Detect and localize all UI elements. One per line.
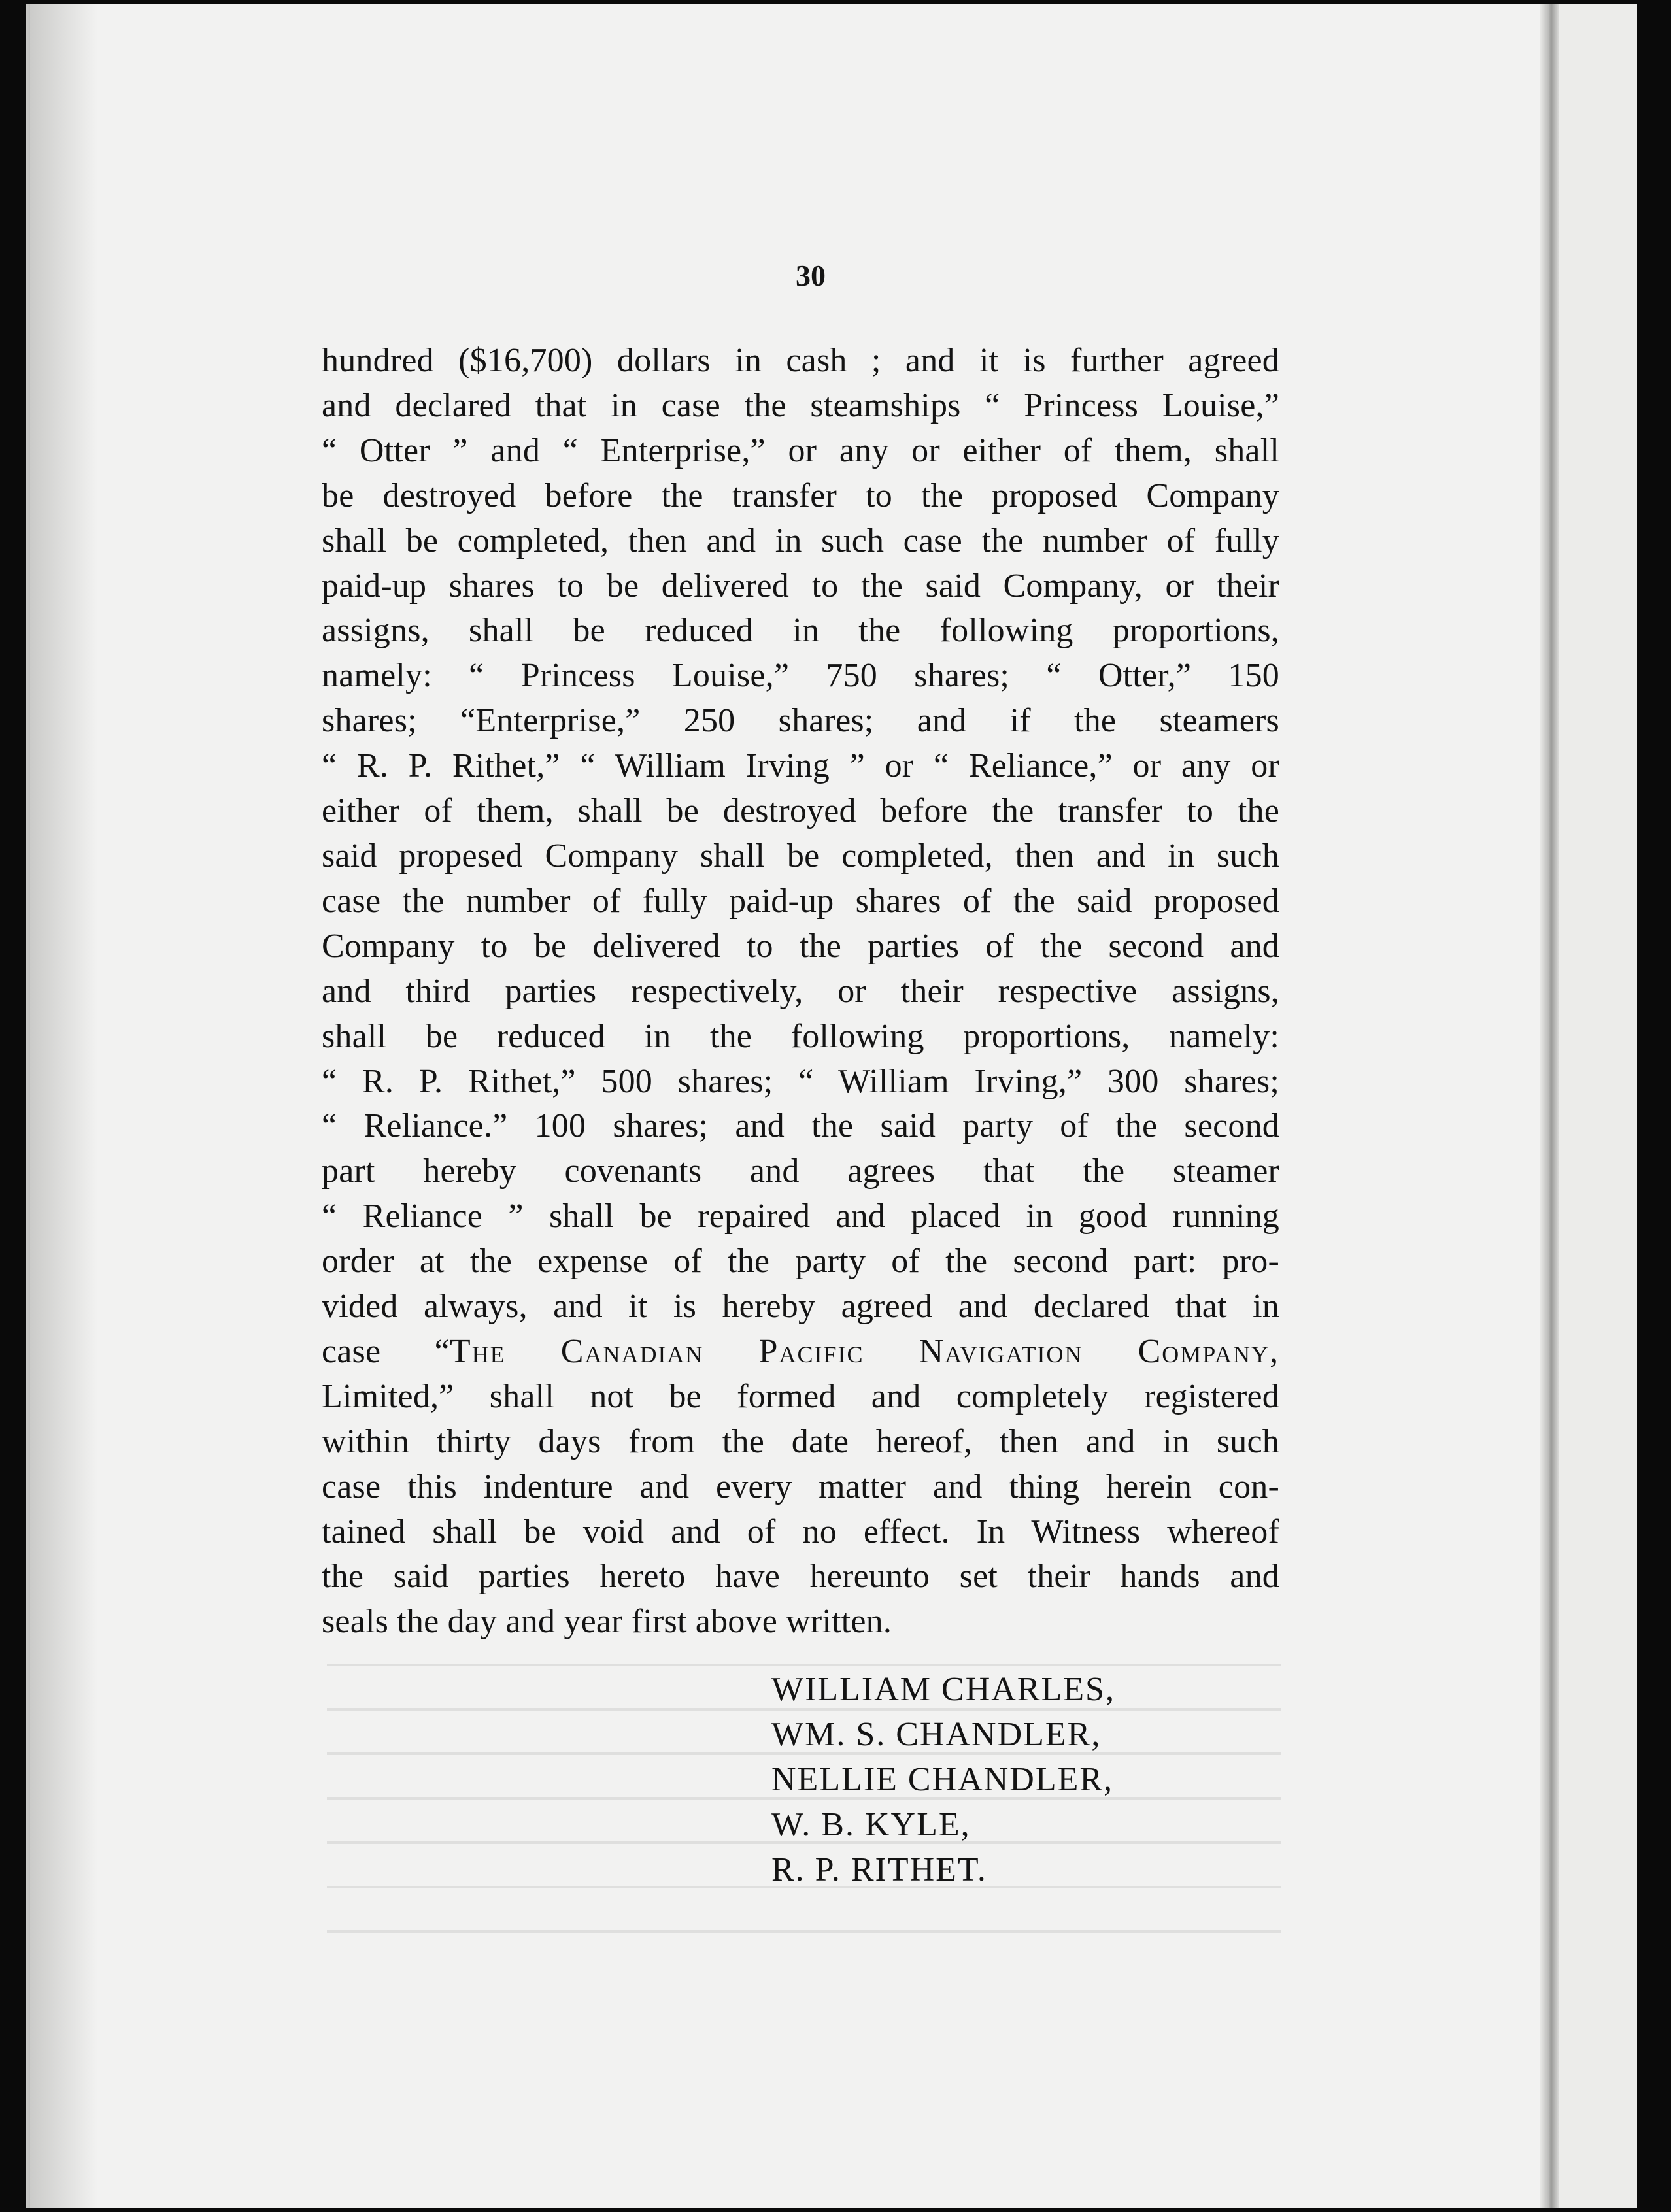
body-text — [322, 339, 1279, 1645]
company-name: The Canadian Pacific Navigation Company, — [449, 1332, 1279, 1370]
text-line: assigns, shall be reduced in the following proportions, — [322, 612, 1279, 650]
text-line: “ R. P. Rithet,” 500 shares; “ William Irving,” 300 shares; — [322, 1062, 1279, 1100]
text-line: part hereby covenants and agrees that the steamer — [322, 1152, 1279, 1190]
body-paragraph-part-2 — [322, 1375, 1279, 1645]
text-line: case this indenture and every matter and thing herein con- — [322, 1467, 1279, 1505]
text-line: Limited,” shall not be formed and completely registered — [322, 1377, 1279, 1415]
text-line: seals the day and year first above written. — [322, 1603, 892, 1641]
company-name-line — [322, 1330, 1279, 1375]
text-line: shall be completed, then and in such case the number of fully — [322, 522, 1279, 560]
text-line: and third parties respectively, or their respective assigns, — [322, 972, 1279, 1010]
company-line-prefix: case “ — [322, 1332, 450, 1370]
text-line: paid-up shares to be delivered to the said Company, or their — [322, 567, 1279, 605]
signatory-name: NELLIE CHANDLER, — [771, 1761, 1114, 1798]
text-line: “ R. P. Rithet,” “ William Irving ” or “ Reliance,” or any or — [322, 747, 1279, 785]
text-line: said propesed Company shall be completed, then and in such — [322, 837, 1279, 875]
text-line: “ Reliance.” 100 shares; and the said party of the second — [322, 1107, 1279, 1145]
signatory-name: WILLIAM CHARLES, — [771, 1671, 1115, 1708]
body-paragraph-part-1 — [322, 339, 1279, 1330]
text-line: namely: “ Princess Louise,” 750 shares; “ Otter,” 150 — [322, 657, 1279, 695]
text-line: “ Otter ” and “ Enterprise,” or any or either of them, shall — [322, 431, 1279, 469]
signature-block — [771, 1667, 1115, 1892]
text-line: “ Reliance ” shall be repaired and placed in good running — [322, 1198, 1279, 1235]
text-line: order at the expense of the party of the second part: pro- — [322, 1243, 1279, 1281]
signatory-name: WM. S. CHANDLER, — [771, 1716, 1102, 1753]
text-line: and declared that in case the steamships “ Princess Louise,” — [322, 386, 1279, 424]
text-line: the said parties hereto have hereunto set their hands and — [322, 1558, 1279, 1596]
text-line: shall be reduced in the following proportions, namely: — [322, 1017, 1279, 1055]
text-line: vided always, and it is hereby agreed and declared that in — [322, 1288, 1279, 1326]
text-line: be destroyed before the transfer to the proposed Company — [322, 477, 1279, 514]
page-shadow — [26, 4, 98, 2208]
signatory-name: W. B. KYLE, — [771, 1806, 971, 1843]
text-line: hundred ($16,700) dollars in cash ; and it is further agreed — [322, 342, 1279, 379]
book-spine — [1540, 4, 1559, 2208]
text-line: case the number of fully paid-up shares of the said proposed — [322, 882, 1279, 920]
facing-page — [1559, 4, 1637, 2208]
signatory-name: R. P. RITHET. — [771, 1851, 987, 1888]
text-line: Company to be delivered to the parties of the second and — [322, 927, 1279, 965]
text-line: tained shall be void and of no effect. In Witness whereof — [322, 1513, 1279, 1550]
page-number: 30 — [796, 259, 826, 292]
text-line: within thirty days from the date hereof, then and in such — [322, 1422, 1279, 1460]
text-line: shares; “Enterprise,” 250 shares; and if the steamers — [322, 702, 1279, 740]
text-line: either of them, shall be destroyed before the transfer to the — [322, 792, 1279, 830]
